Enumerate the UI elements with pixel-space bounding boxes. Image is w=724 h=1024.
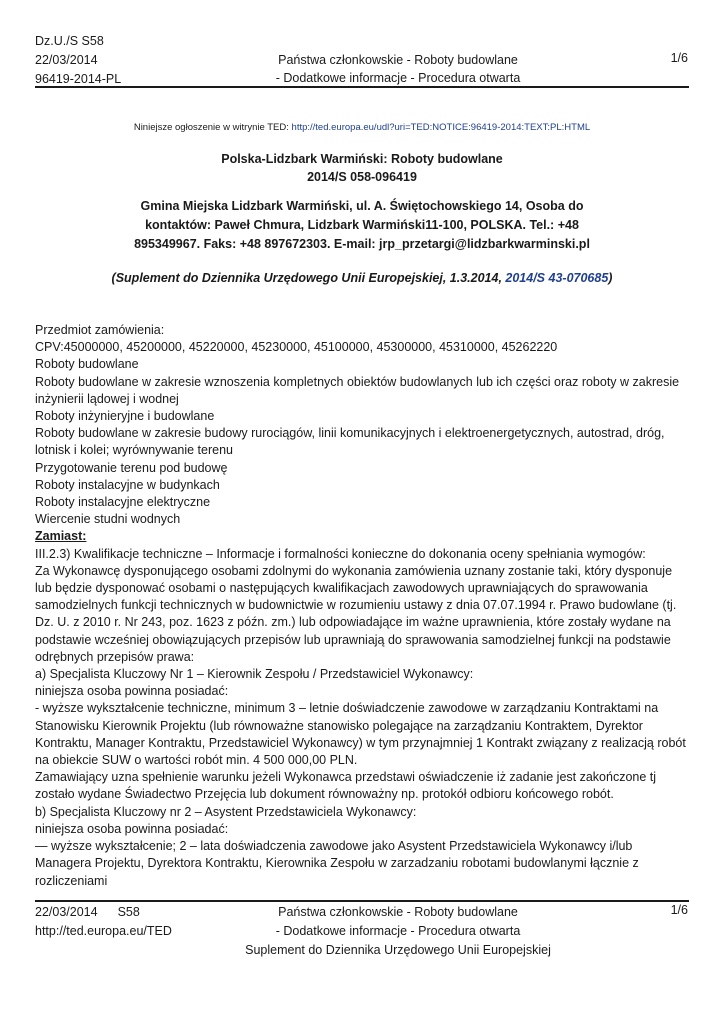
footer-title — [200, 903, 596, 960]
footer-left — [35, 903, 172, 941]
header-divider — [35, 86, 689, 88]
body-paragraph: Roboty inżynieryjne i budowlane — [35, 409, 215, 424]
footer-title-line3: Suplement do Dziennika Urzędowego Unii Europejskiej — [245, 943, 551, 957]
body-paragraph: - wyższe wykształcenie techniczne, minimum 3 – letnie doświadczenie zawodowe w zarządzaniu Kontraktami na Stanowisku Kierownik Projektu (lub równoważne stanowisko polegające na zarządzaniu Kontraktem, Dyrektor Kontraktu, Manager Kontraktu, Przedstawiciel Wykonawcy) w tym przynajmniej 1 Kontrakt związany z realizacją robót na obiekcie SUW o wartości robót min. 4 500 000,00 PLN. — [35, 701, 686, 768]
body-paragraph: III.2.3) Kwalifikacje techniczne – Informacje i formalności konieczne do dokonania oceny spełniania wymogów: — [35, 546, 646, 561]
footer-ref: S58 — [117, 905, 140, 919]
body-paragraph: CPV:45000000, 45200000, 45220000, 45230000, 45100000, 45300000, 45310000, 45262220 — [35, 340, 558, 355]
footer-divider — [35, 900, 689, 902]
header-ref: Dz.U./S S58 — [35, 34, 104, 48]
body-paragraph: — wyższe wykształcenie; 2 – lata doświadczenia zawodowe jako Asystent Przedstawiciela Wykonawcy i/lub Managera Projektu, Dyrektora Kontraktu, Kierownika Zespołu w zarzadzaniu robotami budowlanymi łącznie z rozliczeniami — [35, 839, 639, 888]
footer-title-line2: - Dodatkowe informacje - Procedura otwarta — [275, 924, 521, 938]
header-title-line2: - Dodatkowe informacje - Procedura otwarta — [275, 71, 521, 85]
body-paragraph: Roboty budowlane w zakresie wznoszenia kompletnych obiektów budowlanych lub ich części oraz roboty w zakresie inżynierii lądowej i wodnej — [35, 374, 680, 406]
contracting-authority — [100, 197, 624, 254]
document-title-line1: Polska-Lidzbark Warmiński: Roboty budowlane — [221, 152, 503, 166]
body-paragraph: Roboty budowlane — [35, 357, 139, 372]
body-paragraph: Roboty instalacyjne elektryczne — [35, 495, 211, 510]
ted-notice-prefix: Niniejsze ogłoszenie w witrynie TED: — [133, 122, 292, 133]
header-left — [35, 32, 121, 89]
body-paragraph: Przygotowanie terenu pod budowę — [35, 460, 228, 475]
header-title-line1: Państwa członkowskie - Roboty budowlane — [278, 53, 518, 67]
body-paragraph: niniejsza osoba powinna posiadać: — [35, 684, 229, 699]
contact-line1: Gmina Miejska Lidzbark Warmiński, ul. A. Świętochowskiego 14, Osoba do — [140, 199, 584, 213]
header-title — [200, 51, 596, 87]
document-title — [80, 150, 644, 186]
body-paragraph: Zamawiający uzna spełnienie warunku jeżeli Wykonawca przedstawi oświadczenie iż zadanie jest zakończone tj zostało wydane Świadectwo Przejęcia lub dokument równoważny np. protokół odbioru końcowego robót. — [35, 770, 657, 802]
body-paragraph: b) Specjalista Kluczowy nr 2 – Asystent Przedstawiciela Wykonawcy: — [35, 804, 417, 819]
contact-line2: kontaktów: Paweł Chmura, Lidzbark Warmiński11-100, POLSKA. Tel.: +48 — [145, 218, 579, 232]
document-body — [35, 322, 691, 890]
footer-date: 22/03/2014 — [35, 905, 98, 919]
body-paragraph: Roboty instalacyjne w budynkach — [35, 477, 220, 492]
body-paragraph: niniejsza osoba powinna posiadać: — [35, 821, 229, 836]
contact-line3: 895349967. Faks: +48 897672303. E-mail: jrp_przetargi@lidzbarkwarminski.pl — [134, 237, 590, 251]
header-notice-id: 96419-2014-PL — [35, 72, 122, 86]
zamiast-heading: Zamiast: — [35, 529, 87, 544]
ted-notice-link[interactable]: http://ted.europa.eu/udl?uri=TED:NOTICE:96419-2014:TEXT:PL:HTML — [291, 122, 591, 133]
supplement-suffix: ) — [608, 271, 613, 285]
body-paragraph: a) Specjalista Kluczowy Nr 1 – Kierownik Zespołu / Przedstawiciel Wykonawcy: — [35, 667, 474, 682]
body-paragraph: Przedmiot zamówienia: — [35, 323, 165, 337]
footer-url: http://ted.europa.eu/TED — [35, 924, 172, 938]
ted-notice — [0, 122, 724, 133]
body-paragraph: Za Wykonawcę dysponującego osobami zdolnymi do wykonania zamówienia uznany zostanie taki, który dysponuje lub będzie dysponować osobami o następujących kwalifikacjach zawodowych uprawniających do sprawowania samodzielnych funkcji technicznych w budownictwie w rozumieniu ustawy z dnia 07.07.1994 r. Prawo budowlane (tj. Dz. U. z 2010 r. Nr 243, poz. 1623 z późn. zm.) lub odpowiadające im ważne uprawnienia, które zostały wydane na podstawie wcześniej obowiązujących przepisów lub uprawniają do sprawowania samodzielnej funkcji na podstawie odrębnych przepisów prawa: — [35, 563, 677, 664]
body-paragraph: Wiercenie studni wodnych — [35, 512, 181, 527]
body-paragraph: Roboty budowlane w zakresie budowy rurociągów, linii komunikacyjnych i elektroenergetycznych, autostrad, dróg, lotnisk i kolei; wyrównywanie terenu — [35, 426, 665, 458]
header-date: 22/03/2014 — [35, 53, 98, 67]
document-title-line2: 2014/S 058-096419 — [307, 170, 417, 184]
footer-title-line1: Państwa członkowskie - Roboty budowlane — [278, 905, 518, 919]
footer-page-number: 1/6 — [670, 903, 688, 917]
supplement-reference — [40, 271, 684, 285]
header-page-number: 1/6 — [670, 51, 688, 65]
supplement-prefix: (Suplement do Dziennika Urzędowego Unii Europejskiej, 1.3.2014, — [111, 271, 506, 285]
supplement-link[interactable]: 2014/S 43-070685 — [505, 271, 609, 285]
